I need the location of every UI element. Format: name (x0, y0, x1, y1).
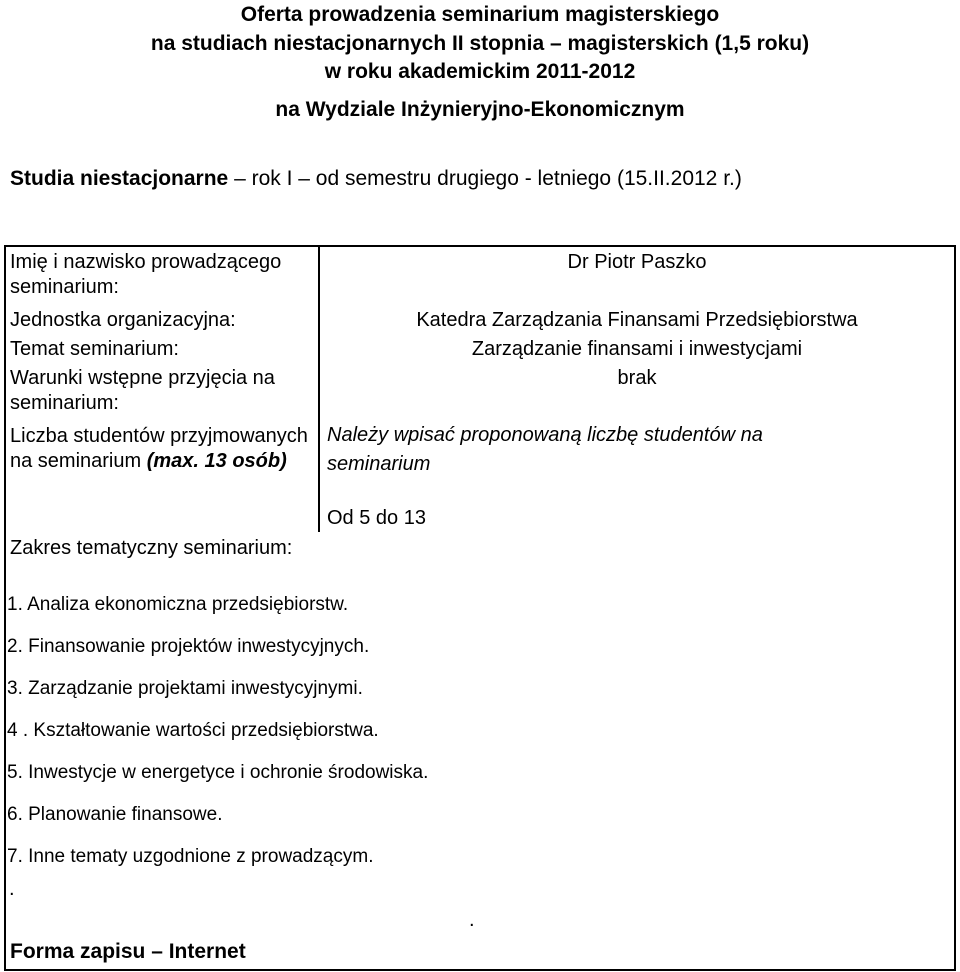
topic-item: 3. Zarządzanie projektami inwestycyjnymi. (7, 678, 363, 699)
header-line-3: w roku akademickim 2011-2012 (324, 60, 636, 83)
value-topic: Zarządzanie finansami i inwestycjami (471, 338, 803, 360)
label-students-plain: Liczba studentów przyjmowanych na seminarium (10, 425, 308, 472)
topic-item: 2. Finansowanie projektów inwestycyjnych. (7, 636, 370, 657)
topic-item: 6. Planowanie finansowe. (7, 804, 223, 825)
topic-item: 4 . Kształtowanie wartości przedsiębiorstwa. (7, 720, 379, 741)
value-conditions: brak (617, 367, 657, 389)
value-unit: Katedra Zarządzania Finansami Przedsiębiorstwa (416, 309, 858, 331)
topic-item: 1. Analiza ekonomiczna przedsiębiorstw. (7, 594, 349, 615)
topic-item: 5. Inwestycje w energetyce i ochronie środowiska. (7, 762, 429, 783)
value-name: Dr Piotr Paszko (567, 251, 707, 273)
studia-line (10, 167, 742, 191)
header-line-4: na Wydziale Inżynieryjno-Ekonomicznym (275, 98, 685, 121)
students-note-2: seminarium (327, 453, 431, 475)
label-conditions: Warunki wstępne przyjęcia na seminarium: (10, 367, 275, 414)
label-students-max: (max. 13 osób) (146, 450, 287, 472)
students-note-1: Należy wpisać proponowaną liczbę studentów na (327, 424, 763, 446)
column-divider (318, 247, 320, 532)
label-topic: Temat seminarium: (10, 338, 179, 360)
label-name: Imię i nazwisko prowadzącego seminarium: (10, 251, 282, 298)
forma-zapisu: Forma zapisu – Internet (10, 940, 246, 963)
dot-right: . (469, 909, 475, 931)
topic-item: 7. Inne tematy uzgodnione z prowadzącym. (7, 846, 374, 867)
students-count: Od 5 do 13 (327, 507, 426, 529)
studia-bold: Studia niestacjonarne (10, 167, 229, 190)
label-students (10, 424, 310, 474)
studia-rest: – rok I – od semestru drugiego - letniego (15.II.2012 r.) (228, 167, 742, 190)
dot-left: . (9, 878, 15, 900)
zakres-label: Zakres tematyczny seminarium: (10, 537, 293, 559)
header-line-2: na studiach niestacjonarnych II stopnia – magisterskich (1,5 roku) (150, 32, 810, 55)
header-line-1: Oferta prowadzenia seminarium magisterskiego (240, 3, 720, 26)
label-unit: Jednostka organizacyjna: (10, 309, 236, 331)
